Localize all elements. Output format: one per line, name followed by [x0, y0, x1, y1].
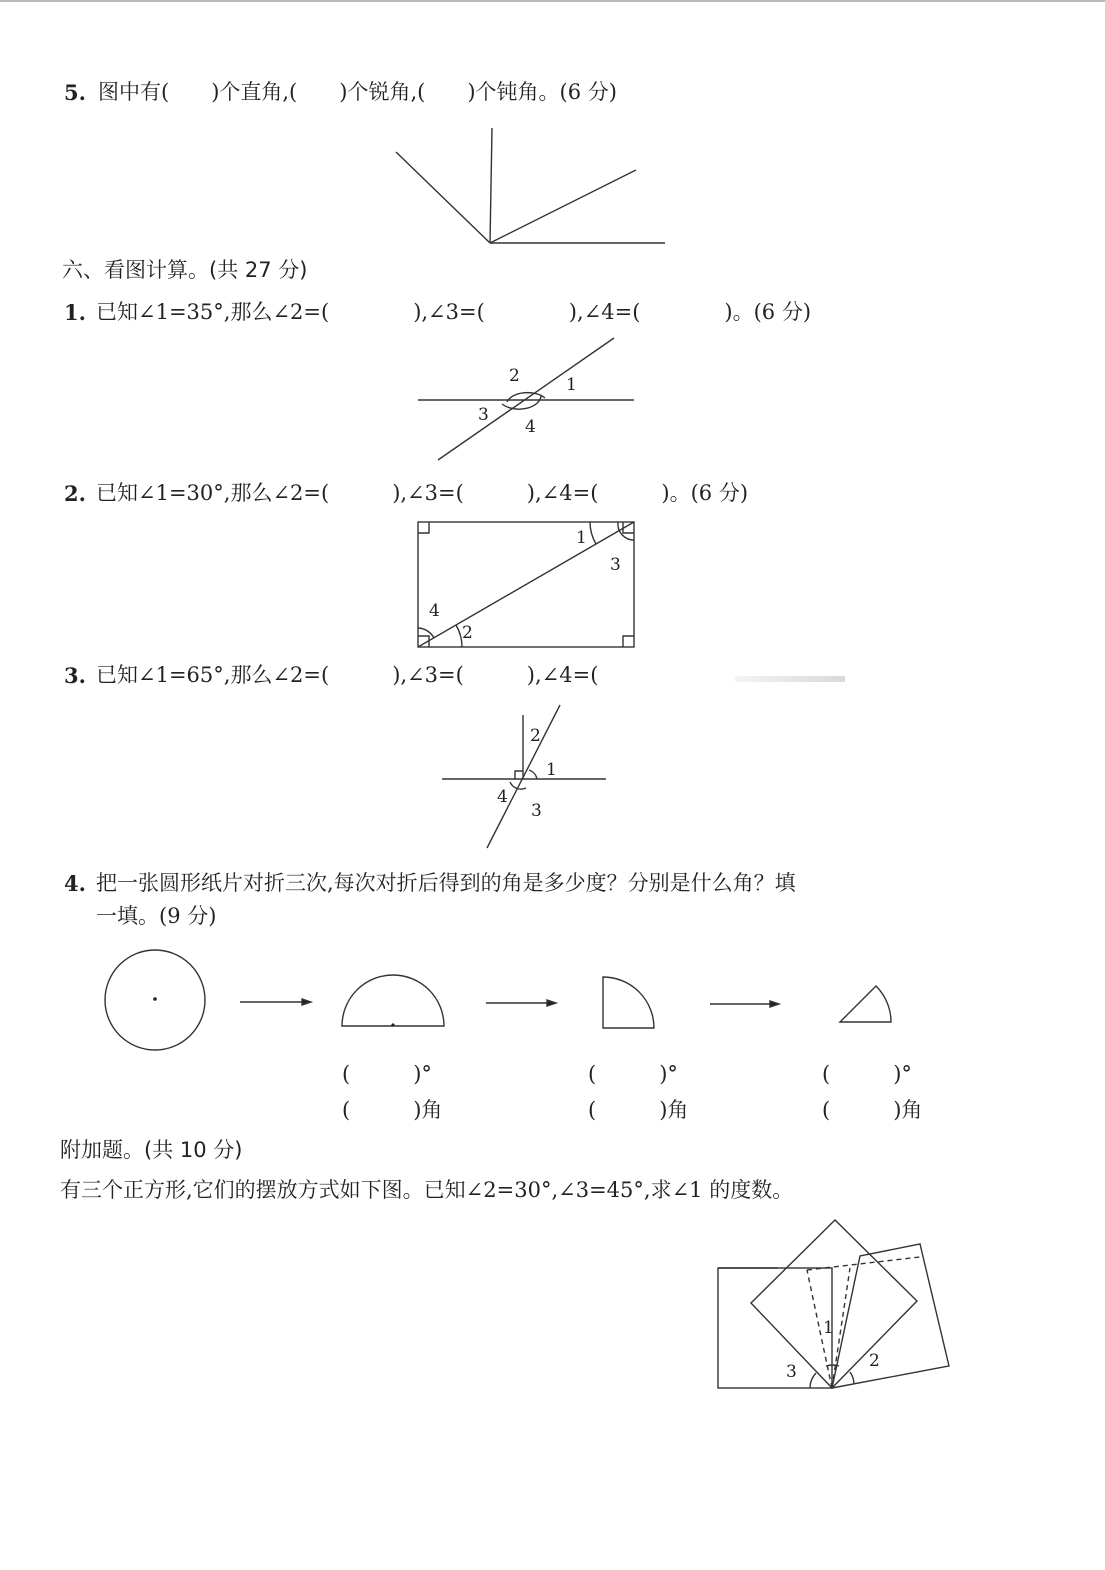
p1-label-4: 4	[525, 417, 536, 437]
bonus-figure	[718, 1220, 949, 1388]
p3-text: 已知∠1=65°,那么∠2=( ),∠3=( ),∠4=(	[96, 663, 599, 687]
semicircle-shape	[342, 975, 444, 1026]
fold2-degree-blank: ( )°	[588, 1062, 678, 1086]
p2-label-4: 4	[429, 601, 440, 621]
p2-label-3: 3	[610, 555, 621, 575]
p2-text: 已知∠1=30°,那么∠2=( ),∠3=( ),∠4=( )。(6 分)	[96, 481, 749, 505]
p4-line2: 一填。(9 分)	[96, 904, 217, 928]
bonus-label-2: 2	[869, 1351, 880, 1371]
p3-label-4: 4	[497, 787, 508, 807]
p2-label-1: 1	[576, 528, 587, 548]
q5-number: 5.	[64, 80, 86, 105]
p4-line1: 把一张圆形纸片对折三次,每次对折后得到的角是多少度？分别是什么角？填	[96, 871, 796, 895]
q5-figure	[396, 128, 665, 243]
p2-label-2: 2	[462, 623, 473, 643]
bonus-label-1: 1	[823, 1318, 834, 1338]
p3-number: 3.	[64, 663, 86, 688]
p2-figure	[418, 522, 634, 647]
bonus-label-3: 3	[786, 1362, 797, 1382]
p4-number: 4.	[64, 871, 86, 896]
p1-label-1: 1	[566, 375, 577, 395]
fold1-degree-blank: ( )°	[342, 1062, 432, 1086]
section6-title: 六、看图计算。(共 27 分)	[62, 258, 308, 282]
eighth-circle-shape	[840, 986, 891, 1022]
p1-label-3: 3	[478, 405, 489, 425]
fold3-degree-blank: ( )°	[822, 1062, 912, 1086]
bonus-title: 附加题。(共 10 分)	[60, 1138, 243, 1162]
fold3-angle-blank: ( )角	[822, 1098, 923, 1122]
p3-label-2: 2	[530, 726, 541, 746]
p1-figure	[418, 338, 634, 460]
p1-label-2: 2	[509, 366, 520, 386]
p3-label-1: 1	[546, 760, 557, 780]
p3-figure	[442, 705, 606, 848]
fold2-angle-blank: ( )角	[588, 1098, 689, 1122]
p1-text: 已知∠1=35°,那么∠2=( ),∠3=( ),∠4=( )。(6 分)	[96, 300, 812, 324]
p1-number: 1.	[64, 300, 86, 325]
q5-text: 图中有( )个直角,( )个锐角,( )个钝角。(6 分)	[98, 80, 617, 104]
bonus-text: 有三个正方形,它们的摆放方式如下图。已知∠2=30°,∠3=45°,求∠1 的度数。	[60, 1178, 794, 1202]
quarter-circle-shape	[603, 977, 654, 1028]
p3-label-3: 3	[531, 801, 542, 821]
fold1-angle-blank: ( )角	[342, 1098, 443, 1122]
p2-number: 2.	[64, 481, 86, 506]
p4-fold-figures	[105, 950, 891, 1050]
